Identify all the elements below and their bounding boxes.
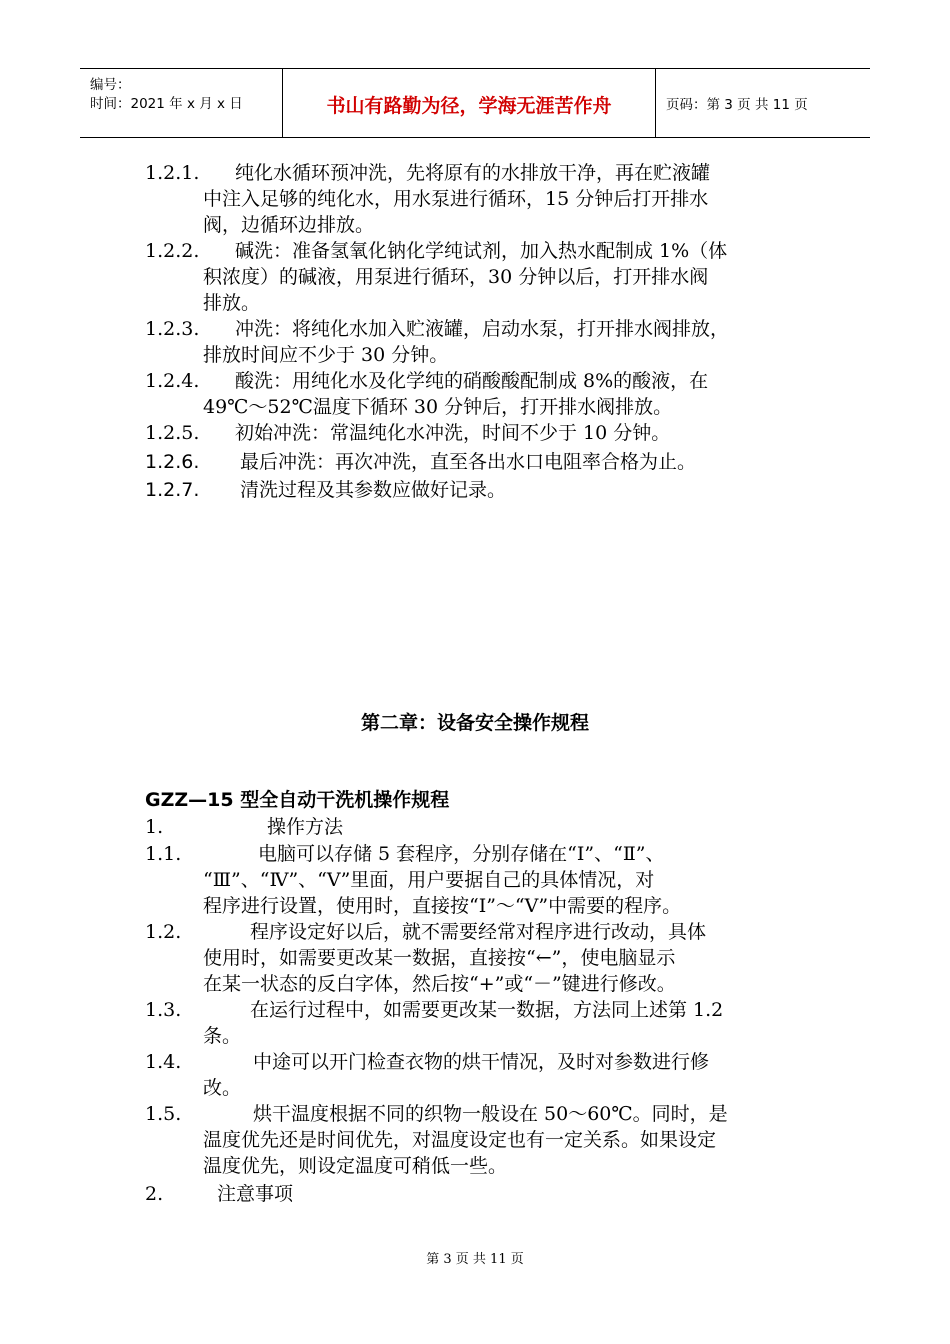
- header-motto-cell: [283, 69, 656, 137]
- item-line: 冲洗：将纯化水加入贮液罐，启动水泵，打开排水阀排放，: [235, 318, 730, 340]
- item-number: 1.3.: [145, 999, 182, 1021]
- item-number: 1.2.2.: [145, 240, 200, 262]
- item-line: 中途可以开门检查衣物的烘干情况，及时对参数进行修: [253, 1051, 710, 1073]
- motto: 书山有路勤为径，学海无涯苦作舟: [326, 95, 612, 117]
- item-line: 49℃～52℃温度下循环 30 分钟后，打开排水阀排放。: [203, 396, 673, 418]
- item-line: 积浓度）的碱液，用泵进行循环，30 分钟以后，打开排水阀: [203, 266, 709, 288]
- item-number: 1.2.3.: [145, 318, 200, 340]
- item-line: 在运行过程中，如需要更改某一数据，方法同上述第 1.2: [250, 999, 724, 1021]
- section-subtitle: GZZ—15 型全自动干洗机操作规程: [145, 789, 450, 811]
- item-line: 操作方法: [267, 816, 344, 838]
- item-number: 1.1.: [145, 843, 182, 865]
- item-line: 在某一状态的反白字体，然后按“+”或“－”键进行修改。: [203, 973, 676, 995]
- item-line: 中注入足够的纯化水，用水泵进行循环，15 分钟后打开排水: [203, 188, 709, 210]
- item-number: 1.: [145, 816, 164, 838]
- item-line: 排放。: [203, 292, 261, 314]
- item-number: 1.4.: [145, 1051, 182, 1073]
- item-line: 注意事项: [217, 1183, 294, 1205]
- item-number: 1.2.: [145, 921, 182, 943]
- item-number: 1.2.4.: [145, 370, 200, 392]
- item-line: 清洗过程及其参数应做好记录。: [240, 479, 507, 501]
- page-header: [80, 68, 870, 138]
- item-line: 程序进行设置，使用时，直接按“Ⅰ”～“Ⅴ”中需要的程序。: [203, 895, 682, 917]
- page-footer: 第 3 页 共 11 页: [426, 1252, 524, 1267]
- item-line: 温度优先，则设定温度可稍低一些。: [203, 1155, 508, 1177]
- item-line: 排放时间应不少于 30 分钟。: [203, 344, 449, 366]
- item-line: 使用时，如需要更改某一数据，直接按“←”，使电脑显示: [203, 947, 676, 969]
- date-label: 时间：2021 年 x 月 x 日: [90, 96, 243, 112]
- item-number: 1.5.: [145, 1103, 182, 1125]
- item-number: 1.2.5.: [145, 422, 200, 444]
- item-line: 电脑可以存储 5 套程序，分别存储在“Ⅰ”、“Ⅱ”、: [258, 843, 665, 865]
- item-line: 条。: [203, 1025, 242, 1047]
- chapter-title: 第二章：设备安全操作规程: [360, 712, 589, 734]
- item-line: 酸洗：用纯化水及化学纯的硝酸酸配制成 8%的酸液，在: [235, 370, 709, 392]
- item-line: 阀，边循环边排放。: [203, 214, 375, 236]
- item-line: “Ⅲ”、“Ⅳ”、“Ⅴ”里面，用户要据自己的具体情况，对: [203, 869, 655, 891]
- item-number: 1.2.1.: [145, 162, 200, 184]
- item-line: 改。: [203, 1077, 242, 1099]
- item-line: 纯化水循环预冲洗，先将原有的水排放干净，再在贮液罐: [235, 162, 711, 184]
- item-line: 烘干温度根据不同的织物一般设在 50～60℃。同时，是: [253, 1103, 728, 1125]
- item-number: 1.2.7.: [145, 479, 200, 501]
- item-line: 碱洗：准备氢氧化钠化学纯试剂，加入热水配制成 1%（体: [235, 240, 728, 262]
- item-line: 温度优先还是时间优先，对温度设定也有一定关系。如果设定: [203, 1129, 717, 1151]
- header-meta-cell: [80, 69, 283, 137]
- item-line: 程序设定好以后，就不需要经常对程序进行改动，具体: [250, 921, 707, 943]
- item-line: 最后冲洗：再次冲洗，直至各出水口电阻率合格为止。: [240, 451, 697, 473]
- item-number: 2.: [145, 1183, 164, 1205]
- page-info: 页码：第 3 页 共 11 页: [666, 97, 808, 113]
- header-page-cell: [656, 69, 870, 137]
- item-line: 初始冲洗：常温纯化水冲洗，时间不少于 10 分钟。: [235, 422, 671, 444]
- code-label: 编号：: [90, 77, 131, 93]
- item-number: 1.2.6.: [145, 451, 200, 473]
